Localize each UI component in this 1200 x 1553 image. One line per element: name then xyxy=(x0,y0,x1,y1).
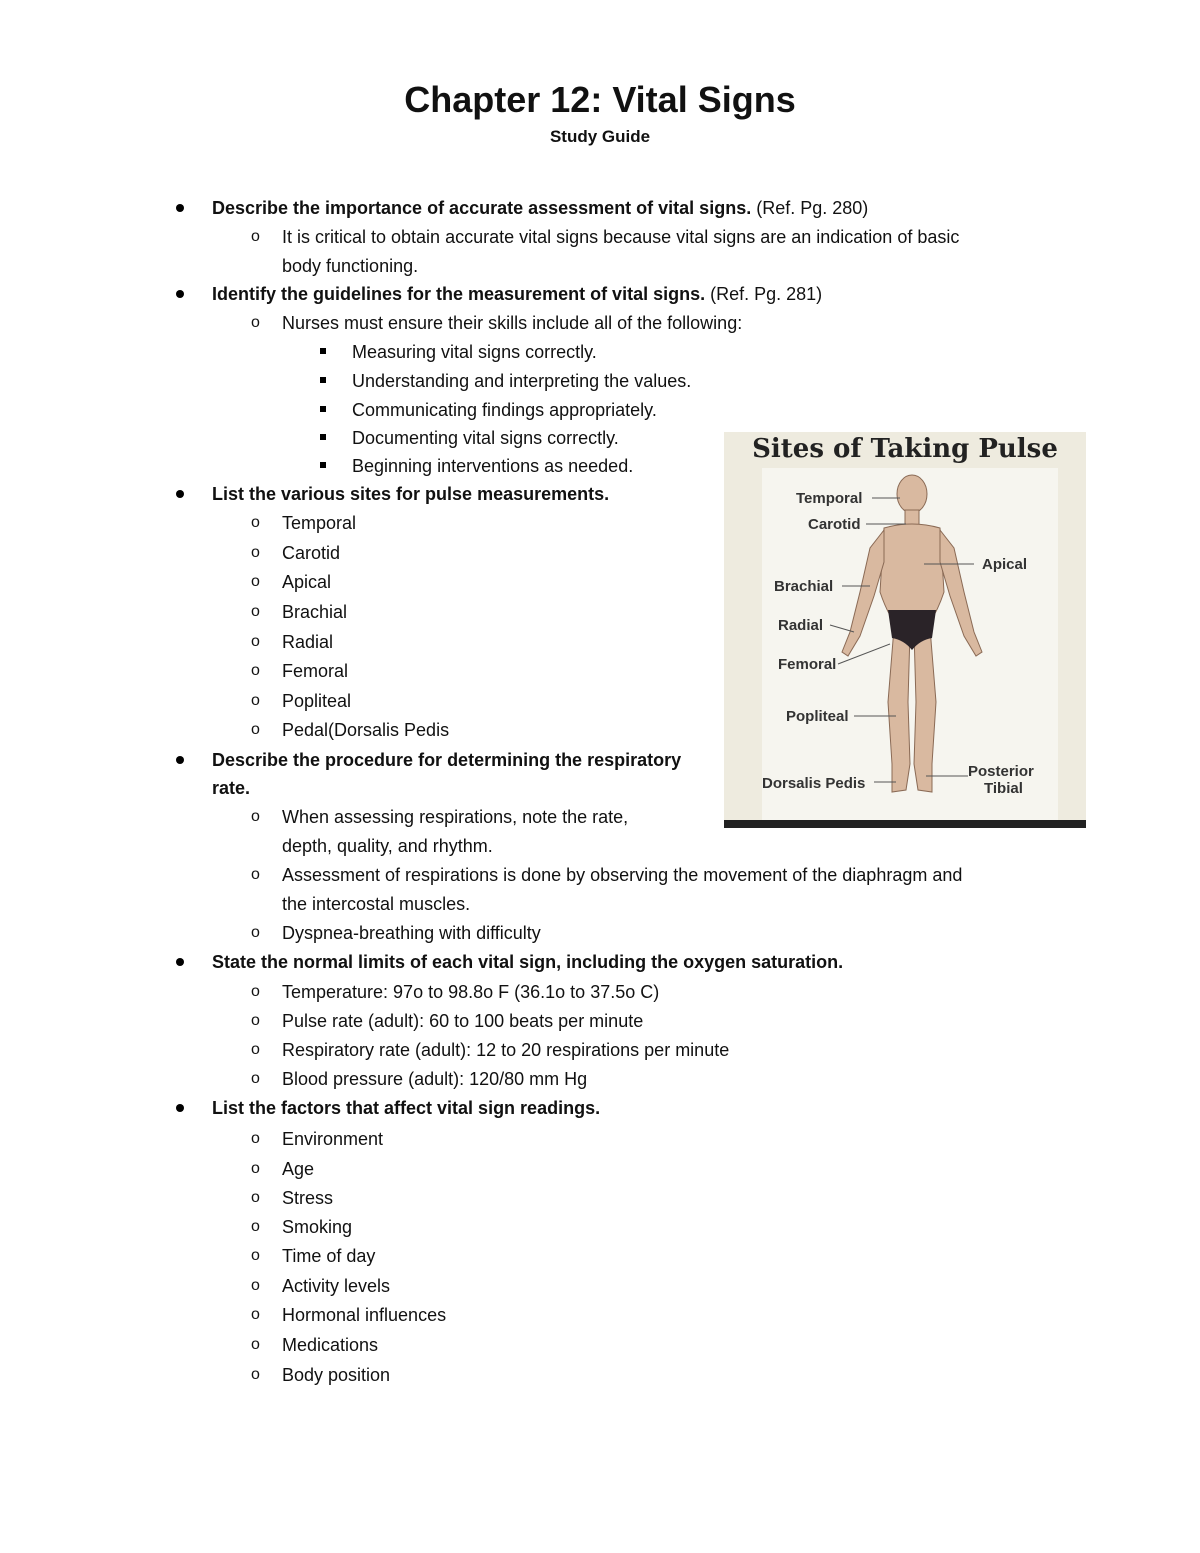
section-heading: List the factors that affect vital sign readings. xyxy=(212,1098,601,1118)
sub-bullet-icon: o xyxy=(251,983,260,1000)
list-item: Pedal(Dorsalis Pedis xyxy=(282,720,450,740)
list-item: Pulse rate (adult): 60 to 100 beats per minute xyxy=(282,1011,644,1031)
sub-bullet-icon: o xyxy=(251,1218,260,1235)
heading-text: Describe the importance of accurate assessment of vital signs. xyxy=(212,198,752,218)
sub-bullet-icon: o xyxy=(251,1160,260,1177)
square-bullet-icon xyxy=(320,406,326,412)
sub-bullet-icon: o xyxy=(251,314,260,331)
list-item: depth, quality, and rhythm. xyxy=(282,836,493,856)
list-item: Nurses must ensure their skills include all of the following: xyxy=(282,313,743,333)
list-item: Dyspnea-breathing with difficulty xyxy=(282,923,541,943)
list-item: Brachial xyxy=(282,602,348,622)
sub-bullet-icon: o xyxy=(251,1336,260,1353)
figure-label: Popliteal xyxy=(786,708,849,725)
figure-label: Posterior xyxy=(968,763,1034,780)
section-heading: State the normal limits of each vital sign, including the oxygen saturation. xyxy=(212,952,844,972)
sub-bullet-icon: o xyxy=(251,1130,260,1147)
square-bullet-icon xyxy=(320,434,326,440)
list-item: It is critical to obtain accurate vital signs because vital signs are an indication of basic xyxy=(282,227,960,247)
list-item: Activity levels xyxy=(282,1276,391,1296)
square-bullet-icon xyxy=(320,348,326,354)
figure-label: Femoral xyxy=(778,656,837,673)
bullet-icon xyxy=(176,290,184,298)
figure-label: Dorsalis Pedis xyxy=(762,775,866,792)
sub-bullet-icon: o xyxy=(251,692,260,709)
page-title: Chapter 12: Vital Signs xyxy=(404,79,796,120)
section-heading: List the various sites for pulse measurements. xyxy=(212,484,610,504)
reference: (Ref. Pg. 281) xyxy=(710,284,823,304)
list-item: Environment xyxy=(282,1129,384,1149)
list-item: Time of day xyxy=(282,1246,376,1266)
sub-list-item: Communicating findings appropriately. xyxy=(352,400,657,420)
sub-bullet-icon: o xyxy=(251,1041,260,1058)
sub-bullet-icon: o xyxy=(251,1012,260,1029)
bullet-icon xyxy=(176,204,184,212)
section-heading xyxy=(212,283,822,305)
sub-bullet-icon: o xyxy=(251,1247,260,1264)
list-item: Smoking xyxy=(282,1217,353,1237)
figure-bottom-bar xyxy=(724,820,1086,828)
list-item: body functioning. xyxy=(282,256,419,276)
sub-bullet-icon: o xyxy=(251,544,260,561)
sub-bullet-icon: o xyxy=(251,573,260,590)
figure-label: Brachial xyxy=(774,578,834,595)
section-heading: Describe the procedure for determining the respiratory xyxy=(212,750,682,770)
sub-bullet-icon: o xyxy=(251,1306,260,1323)
list-item: Carotid xyxy=(282,543,341,563)
section-heading xyxy=(212,197,868,219)
list-item: Body position xyxy=(282,1365,391,1385)
bullet-icon xyxy=(176,490,184,498)
bullet-icon xyxy=(176,1104,184,1112)
square-bullet-icon xyxy=(320,377,326,383)
figure-label: Tibial xyxy=(984,780,1023,797)
sub-bullet-icon: o xyxy=(251,633,260,650)
sub-bullet-icon: o xyxy=(251,1366,260,1383)
list-item: Popliteal xyxy=(282,691,352,711)
sub-list-item: Beginning interventions as needed. xyxy=(352,456,634,476)
list-item: the intercostal muscles. xyxy=(282,894,471,914)
figure-title: Sites of Taking Pulse xyxy=(752,434,1058,464)
section-heading-continued: rate. xyxy=(212,778,251,798)
sub-bullet-icon: o xyxy=(251,808,260,825)
sub-bullet-icon: o xyxy=(251,1277,260,1294)
list-item: Assessment of respirations is done by observing the movement of the diaphragm and xyxy=(282,865,963,885)
bullet-icon xyxy=(176,756,184,764)
heading-text: Identify the guidelines for the measurement of vital signs. xyxy=(212,284,706,304)
list-item: Stress xyxy=(282,1188,334,1208)
figure-label: Carotid xyxy=(808,516,861,533)
list-item: Hormonal influences xyxy=(282,1305,447,1325)
figure-label: Apical xyxy=(982,556,1028,573)
sub-bullet-icon: o xyxy=(251,1189,260,1206)
list-item: Temporal xyxy=(282,513,357,533)
reference: (Ref. Pg. 280) xyxy=(756,198,869,218)
list-item: Medications xyxy=(282,1335,379,1355)
list-item: When assessing respirations, note the rate, xyxy=(282,807,629,827)
list-item: Femoral xyxy=(282,661,349,681)
sub-bullet-icon: o xyxy=(251,924,260,941)
page-subtitle: Study Guide xyxy=(549,127,651,146)
bullet-icon xyxy=(176,958,184,966)
sub-bullet-icon: o xyxy=(251,721,260,738)
sub-bullet-icon: o xyxy=(251,662,260,679)
list-item: Age xyxy=(282,1159,315,1179)
list-item: Temperature: 97o to 98.8o F (36.1o to 37.5o C) xyxy=(282,982,660,1002)
sub-list-item: Understanding and interpreting the values. xyxy=(352,371,692,391)
sub-bullet-icon: o xyxy=(251,228,260,245)
pulse-sites-figure xyxy=(724,432,1086,828)
figure-label: Temporal xyxy=(796,490,863,507)
list-item: Respiratory rate (adult): 12 to 20 respirations per minute xyxy=(282,1040,730,1060)
list-item: Radial xyxy=(282,632,334,652)
sub-bullet-icon: o xyxy=(251,866,260,883)
sub-bullet-icon: o xyxy=(251,1070,260,1087)
sub-bullet-icon: o xyxy=(251,603,260,620)
list-item: Blood pressure (adult): 120/80 mm Hg xyxy=(282,1069,588,1089)
sub-bullet-icon: o xyxy=(251,514,260,531)
figure-label: Radial xyxy=(778,617,824,634)
sub-list-item: Documenting vital signs correctly. xyxy=(352,428,619,448)
sub-list-item: Measuring vital signs correctly. xyxy=(352,342,597,362)
square-bullet-icon xyxy=(320,462,326,468)
list-item: Apical xyxy=(282,572,332,592)
